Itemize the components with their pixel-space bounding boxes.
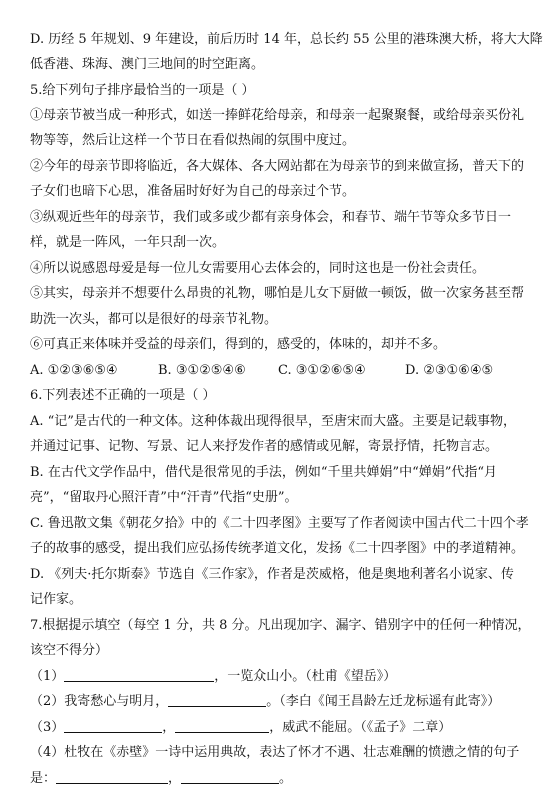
q4-option-d-line1: D. 历经 5 年规划、9 年建设，前后历时 14 年，总长约 55 公里的港珠澳大桥，将大大降 bbox=[30, 32, 543, 47]
q5-sentence-5-line1: ⑤其实，母亲并不想要什么昂贵的礼物，哪怕是儿女下厨做一顿饭，做一次家务甚至帮 bbox=[30, 286, 525, 301]
q6-stem: 6.下列表述不正确的一项是（ ） bbox=[30, 388, 216, 403]
q6-option-d-line1: D. 《列夫·托尔斯泰》节选自《三作家》，作者是茨威格，他是奥地利著名小说家、传 bbox=[30, 567, 514, 582]
answer-blank[interactable] bbox=[56, 770, 168, 784]
answer-blank[interactable] bbox=[175, 719, 269, 733]
q7-stem-line2: 该空不得分） bbox=[30, 643, 109, 658]
q5-sentence-2-line1: ②今年的母亲节即将临近，各大媒体、各大网站都在为母亲节的到来做宣扬，普天下的 bbox=[30, 159, 525, 174]
q5-option-b: B. ③①②⑤④⑥ bbox=[158, 363, 246, 378]
q7-item-1: （1） ，一览众山小。（杜甫《望岳》） bbox=[30, 669, 397, 684]
q7-item-4-line1: （4）杜牧在《赤壁》一诗中运用典故，表达了怀才不遇、壮志难酬的愤懑之情的句子 bbox=[30, 745, 520, 760]
q7-stem-line1: 7.根据提示填空（每空 1 分，共 8 分。凡出现加字、漏字、错别字中的任何一种情况， bbox=[30, 618, 531, 633]
q5-sentence-1-line1: ①母亲节被当成一种形式，如送一捧鲜花给母亲，和母亲一起聚聚餐，或给母亲买份礼 bbox=[30, 108, 525, 123]
q4-option-d-line2: 低香港、珠海、澳门三地间的时空距离。 bbox=[30, 57, 265, 72]
q6-option-c-line1: C. 鲁迅散文集《朝花夕拾》中的《二十四孝图》主要写了作者阅读中国古代二十四个孝 bbox=[30, 516, 529, 531]
q5-sentence-5-line2: 助洗一次头，都可以是很好的母亲节礼物。 bbox=[30, 312, 278, 327]
answer-blank[interactable] bbox=[64, 719, 162, 733]
answer-blank[interactable] bbox=[168, 693, 266, 707]
q7-item-2: （2）我寄愁心与明月， 。（李白《闻王昌龄左迁龙标遥有此寄》） bbox=[30, 694, 501, 709]
q5-sentence-3-line1: ③纵观近些年的母亲节，我们或多或少都有亲身体会，和春节、端午节等众多节日一 bbox=[30, 210, 512, 225]
q5-option-d: D. ②③①⑥④⑤ bbox=[405, 363, 494, 378]
q5-sentence-4: ④所以说感恩母爱是每一位儿女需要用心去体会的，同时这也是一份社会责任。 bbox=[30, 261, 486, 276]
q5-sentence-2-line2: 子女们也暗下心思，准备届时好好为自己的母亲过个节。 bbox=[30, 184, 356, 199]
answer-blank[interactable] bbox=[64, 668, 214, 682]
q7-item-4-line2: 是： ， 。 bbox=[30, 771, 293, 786]
q6-option-b-line1: B. 在古代文学作品中，借代是很常见的手法，例如“千里共婵娟”中“婵娟”代指“月 bbox=[30, 465, 498, 480]
answer-blank[interactable] bbox=[181, 770, 279, 784]
q5-option-a: A. ①②③⑥⑤④ bbox=[30, 363, 118, 378]
q5-stem: 5.给下列句子排序最恰当的一项是（ ） bbox=[30, 83, 255, 98]
q5-option-c: C. ③①②⑥⑤④ bbox=[278, 363, 366, 378]
q5-options bbox=[30, 362, 493, 380]
q6-option-a-line2: 并通过记事、记物、写景、记人来抒发作者的感情或见解，寄景抒情，托物言志。 bbox=[30, 439, 499, 454]
q6-option-a-line1: A. “记”是古代的一种文体。这种体裁出现得很早，至唐宋而大盛。主要是记载事物， bbox=[30, 414, 516, 429]
q6-option-c-line2: 子的故事的感受，提出我们应弘扬传统孝道文化，发扬《二十四孝图》中的孝道精神。 bbox=[30, 541, 525, 556]
q6-option-d-line2: 记作家。 bbox=[30, 592, 83, 607]
q5-sentence-6: ⑥可真正来体味并受益的母亲们，得到的，感受的，体味的，却并不多。 bbox=[30, 337, 447, 352]
q7-item-3: （3） ， ，威武不能屈。（《孟子》二章） bbox=[30, 720, 452, 735]
q6-option-b-line2: 亮”，“留取丹心照汗青”中“汗青”代指“史册”。 bbox=[30, 490, 298, 505]
q5-sentence-1-line2: 物等等，然后让这样一个节日在看似热闹的氛围中度过。 bbox=[30, 133, 356, 148]
q5-sentence-3-line2: 样，就是一阵风，一年只刮一次。 bbox=[30, 235, 226, 250]
